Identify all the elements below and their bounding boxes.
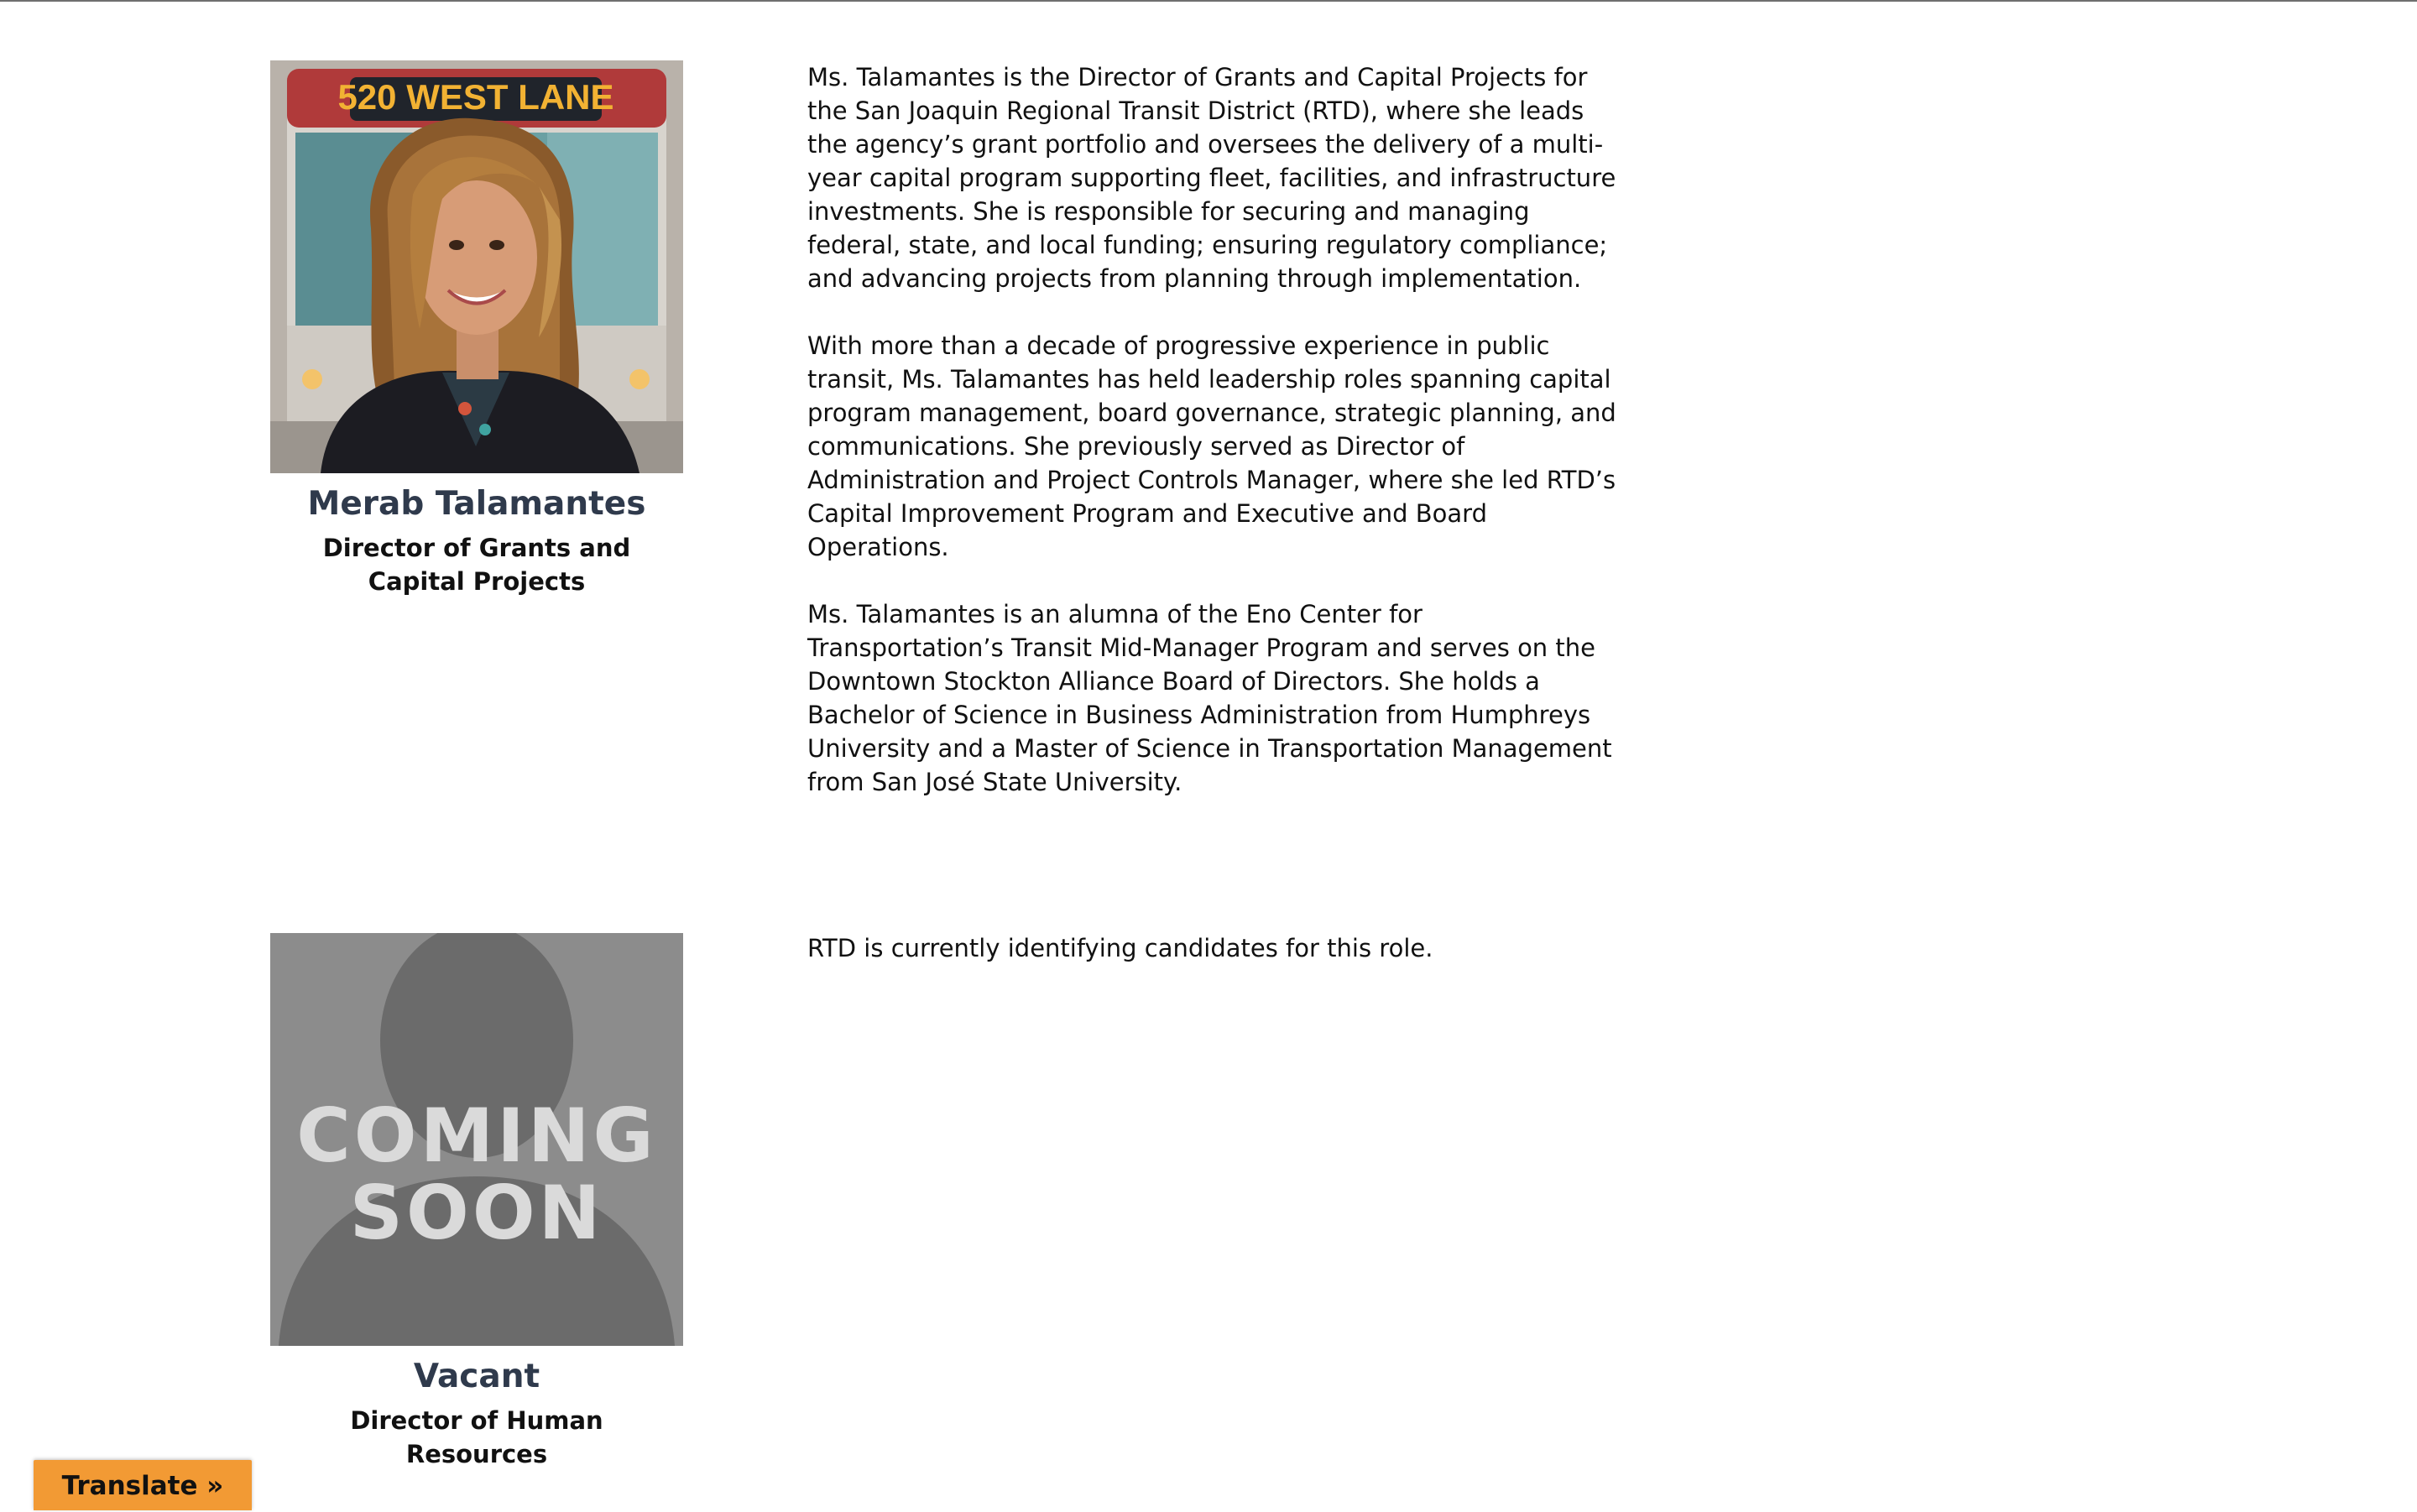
coming-soon-placeholder bbox=[270, 933, 683, 1346]
bio-paragraph: Ms. Talamantes is the Director of Grants and Capital Projects for the San Joaquin Regional Transit District (RTD), where she leads the agency’s grant portfolio and oversees the delivery of a multi-year capital program supporting fleet, facilities, and infrastructure investments. She is responsible for securing and managing federal, state, and local funding; ensuring regulatory compliance; and advancing projects from planning through implementation. bbox=[807, 63, 1616, 293]
coming-soon-line2: SOON bbox=[349, 1170, 604, 1256]
coming-soon-line1: COMING bbox=[296, 1092, 657, 1179]
top-divider bbox=[0, 0, 2417, 2]
bio-paragraph: Ms. Talamantes is an alumna of the Eno Center for Transportation’s Transit Mid-Manager Program and serves on the Downtown Stockton Alliance Board of Directors. She holds a Bachelor of Science in Business Administration from Humphreys University and a Master of Science in Transportation Management from San José State University. bbox=[807, 600, 1612, 796]
staff-title: Director of Grants and Capital Projects bbox=[322, 533, 631, 596]
staff-bio-vacant bbox=[807, 931, 1618, 998]
staff-card-vacant bbox=[270, 933, 683, 1471]
staff-bio-merab bbox=[807, 60, 1618, 832]
bio-paragraph: RTD is currently identifying candidates for this role. bbox=[807, 934, 1433, 962]
staff-card-merab bbox=[270, 60, 683, 598]
staff-name: Vacant bbox=[413, 1358, 540, 1395]
coming-soon-label bbox=[270, 1092, 683, 1256]
staff-title: Director of Human Resources bbox=[350, 1405, 603, 1468]
bio-paragraph: With more than a decade of progressive experience in public transit, Ms. Talamantes has held leadership roles spanning capital program management, board governance, strategic planning, and communications. She previously served as Director of Administration and Project Controls Manager, where she led RTD’s Capital Improvement Program and Executive and Board Operations. bbox=[807, 331, 1616, 561]
staff-photo bbox=[270, 60, 683, 473]
translate-button[interactable]: Translate » bbox=[34, 1460, 252, 1510]
staff-name: Merab Talamantes bbox=[307, 485, 646, 523]
portrait-photo-icon bbox=[270, 60, 683, 473]
bus-sign-text: 520 WEST LANE bbox=[337, 77, 614, 117]
